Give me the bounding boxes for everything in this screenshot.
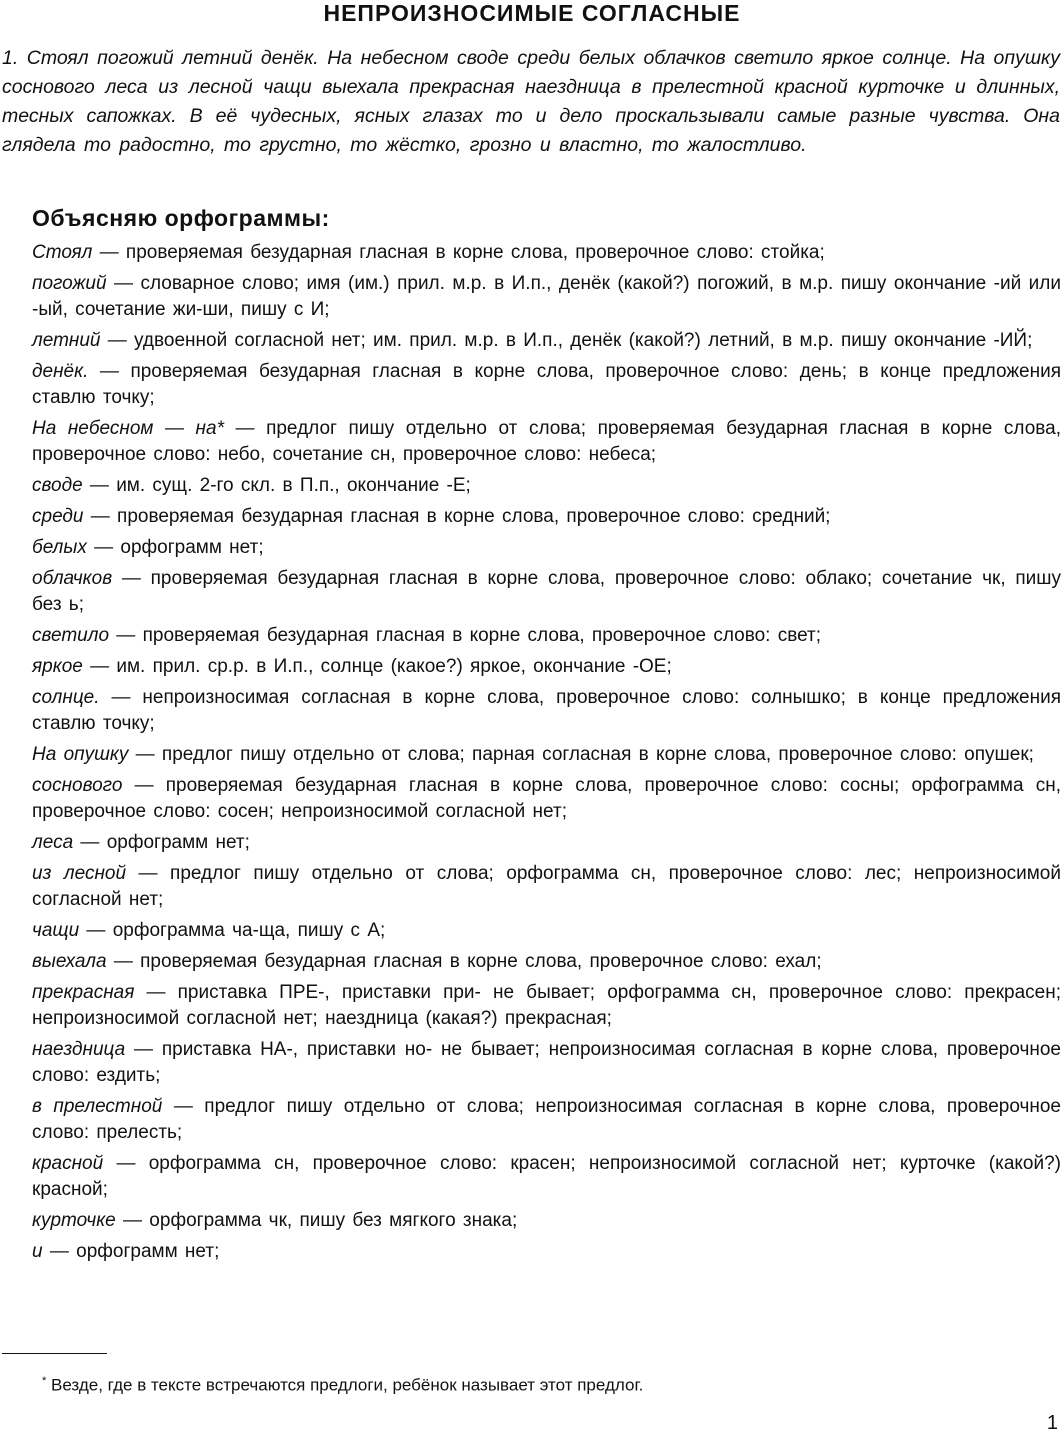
story-paragraph: 1. Стоял погожий летний денёк. На небесном своде среди белых облачков светило яркое солнце. На опушку соснового леса из лесной чащи выехала прекрасная наездница в прелестной красной курточке и длинных, тесных сапожках. В её чудесных, ясных глазах то и дело проскальзывали самые разные чувства. Она глядела то радостно, то грустно, то жёстко, грозно и властно, то жалостливо. [2,47,1060,156]
explanation-text: — предлог пишу отдельно от слова; непроизносимая согласная в корне слова, проверочное слово: прелесть; [32,1096,1062,1143]
explanation-item [32,566,1061,618]
explanation-text: — орфограмма чк, пишу без мягкого знака; [115,1210,518,1231]
section-heading: Объясняю орфограммы: [32,205,330,231]
explanation-item [32,535,1061,561]
explanation-text: — предлог пишу отдельно от слова; проверяемая безударная гласная в корне слова, проверочное слово: небо, сочетание сн, проверочное слово: небеса; [32,418,1061,465]
explanation-word: в прелестной [32,1096,163,1117]
explanation-word: чащи [32,920,80,941]
explanation-text: — приставка НА-, приставки но- не бывает; непроизносимая согласная в корне слова, проверочное слово: ездить; [32,1039,1061,1086]
explanation-word: соснового [32,775,123,796]
explanation-text: — проверяемая безударная гласная в корне слова, проверочное слово: день; в конце предложения ставлю точку; [32,361,1061,408]
explanation-word: солнце. [32,687,100,708]
explanation-word: погожий [32,273,107,294]
explanation-item [32,1151,1061,1203]
explanation-word: своде [32,475,83,496]
footnote-mark: * [42,1375,47,1387]
explanation-word: наездница [32,1039,126,1060]
explanation-word: леса [32,832,74,853]
explanation-item [32,654,1061,680]
explanation-word: выехала [32,951,107,972]
explanation-item [32,1239,1061,1265]
explanation-word: На опушку [32,744,129,765]
explanation-text: — проверяемая безударная гласная в корне слова, проверочное слово: средний; [83,506,831,527]
explanation-word: яркое [32,656,83,677]
explanation-item [32,742,1061,768]
explanation-text: — орфограмм нет; [86,537,264,558]
explanation-item [32,1208,1061,1234]
explanation-item [32,240,1061,266]
explanation-word: денёк. [32,361,89,382]
explanation-item [32,271,1061,323]
footnote-text: Везде, где в тексте встречаются предлоги, ребёнок называет этот предлог. [51,1375,644,1395]
explanation-item [32,861,1061,913]
explanation-word: прекрасная [32,982,135,1003]
explanation-text: — им. сущ. 2-го скл. в П.п., окончание -Е; [82,475,471,496]
explanation-text: — проверяемая безударная гласная в корне слова, проверочное слово: ехал; [106,951,822,972]
explanation-word: и [32,1241,43,1262]
explanation-text: — непроизносимая согласная в корне слова, проверочное слово: солнышко; в конце предложения ставлю точку; [32,687,1061,734]
explanation-item [32,359,1061,411]
explanation-item [32,1094,1061,1146]
explanation-item [32,949,1061,975]
page-number: 1 [1046,1412,1058,1434]
explanation-word: Стоял [32,242,93,263]
explanation-text: — орфограмма сн, проверочное слово: красен; непроизносимой согласной нет; курточке (какой?) красной; [32,1153,1061,1200]
footnote [42,1371,643,1396]
explanation-item [32,504,1061,530]
footnote-divider [2,1353,107,1354]
explanation-text: — проверяемая безударная гласная в корне слова, проверочное слово: сосны; орфограмма сн, проверочное слово: сосен; непроизносимой согласной нет; [32,775,1061,822]
explanation-word: курточке [32,1210,116,1231]
explanation-item [32,980,1061,1032]
explanation-text: — проверяемая безударная гласная в корне слова, проверочное слово: свет; [109,625,821,646]
explanation-item [32,473,1061,499]
explanation-word: белых [32,537,87,558]
explanation-text: — проверяемая безударная гласная в корне слова, проверочное слово: облако; сочетание чк, пишу без ь; [32,568,1061,615]
explanation-text: — орфограмм нет; [73,832,250,853]
explanation-word: из лесной [32,863,127,884]
explanation-word: светило [32,625,110,646]
explanation-text: — проверяемая безударная гласная в корне слова, проверочное слово: стойка; [92,242,825,263]
explanation-item [32,685,1061,737]
page-title: НЕПРОИЗНОСИМЫЕ СОГЛАСНЫЕ [323,0,741,26]
explanation-text: — словарное слово; имя (им.) прил. м.р. в И.п., денёк (какой?) погожий, в м.р. пишу окончание -ий или -ый, сочетание жи-ши, пишу с И; [32,273,1061,320]
explanation-text: — предлог пишу отдельно от слова; орфограмма сн, проверочное слово: лес; непроизносимой согласной нет; [32,863,1061,910]
explanation-text: — орфограмма ча-ща, пишу с А; [79,920,386,941]
explanation-text: — удвоенной согласной нет; им. прил. м.р. в И.п., денёк (какой?) летний, в м.р. пишу окончание -ИЙ; [100,330,1033,351]
explanation-item [32,1037,1061,1089]
explanation-text: — орфограмм нет; [42,1241,220,1262]
explanation-item [32,416,1061,468]
explanation-item [32,918,1061,944]
explanation-word: красной [32,1153,104,1174]
explanation-item [32,328,1061,354]
explanation-item [32,773,1061,825]
explanation-word: среди [32,506,84,527]
explanations-list [32,240,1061,1270]
explanation-text: — им. прил. ср.р. в И.п., солнце (какое?) яркое, окончание -ОЕ; [82,656,672,677]
explanation-word: облачков [32,568,113,589]
explanation-word: летний [32,330,101,351]
explanation-word: На небесном — на* [32,418,224,439]
explanation-item [32,623,1061,649]
explanation-item [32,830,1061,856]
explanation-text: — приставка ПРЕ-, приставки при- не бывает; орфограмма сн, проверочное слово: прекрасен; непроизносимой согласной нет; наездница (какая?) прекрасная; [32,982,1061,1029]
explanation-text: — предлог пишу отдельно от слова; парная согласная в корне слова, проверочное слово: опушек; [128,744,1034,765]
